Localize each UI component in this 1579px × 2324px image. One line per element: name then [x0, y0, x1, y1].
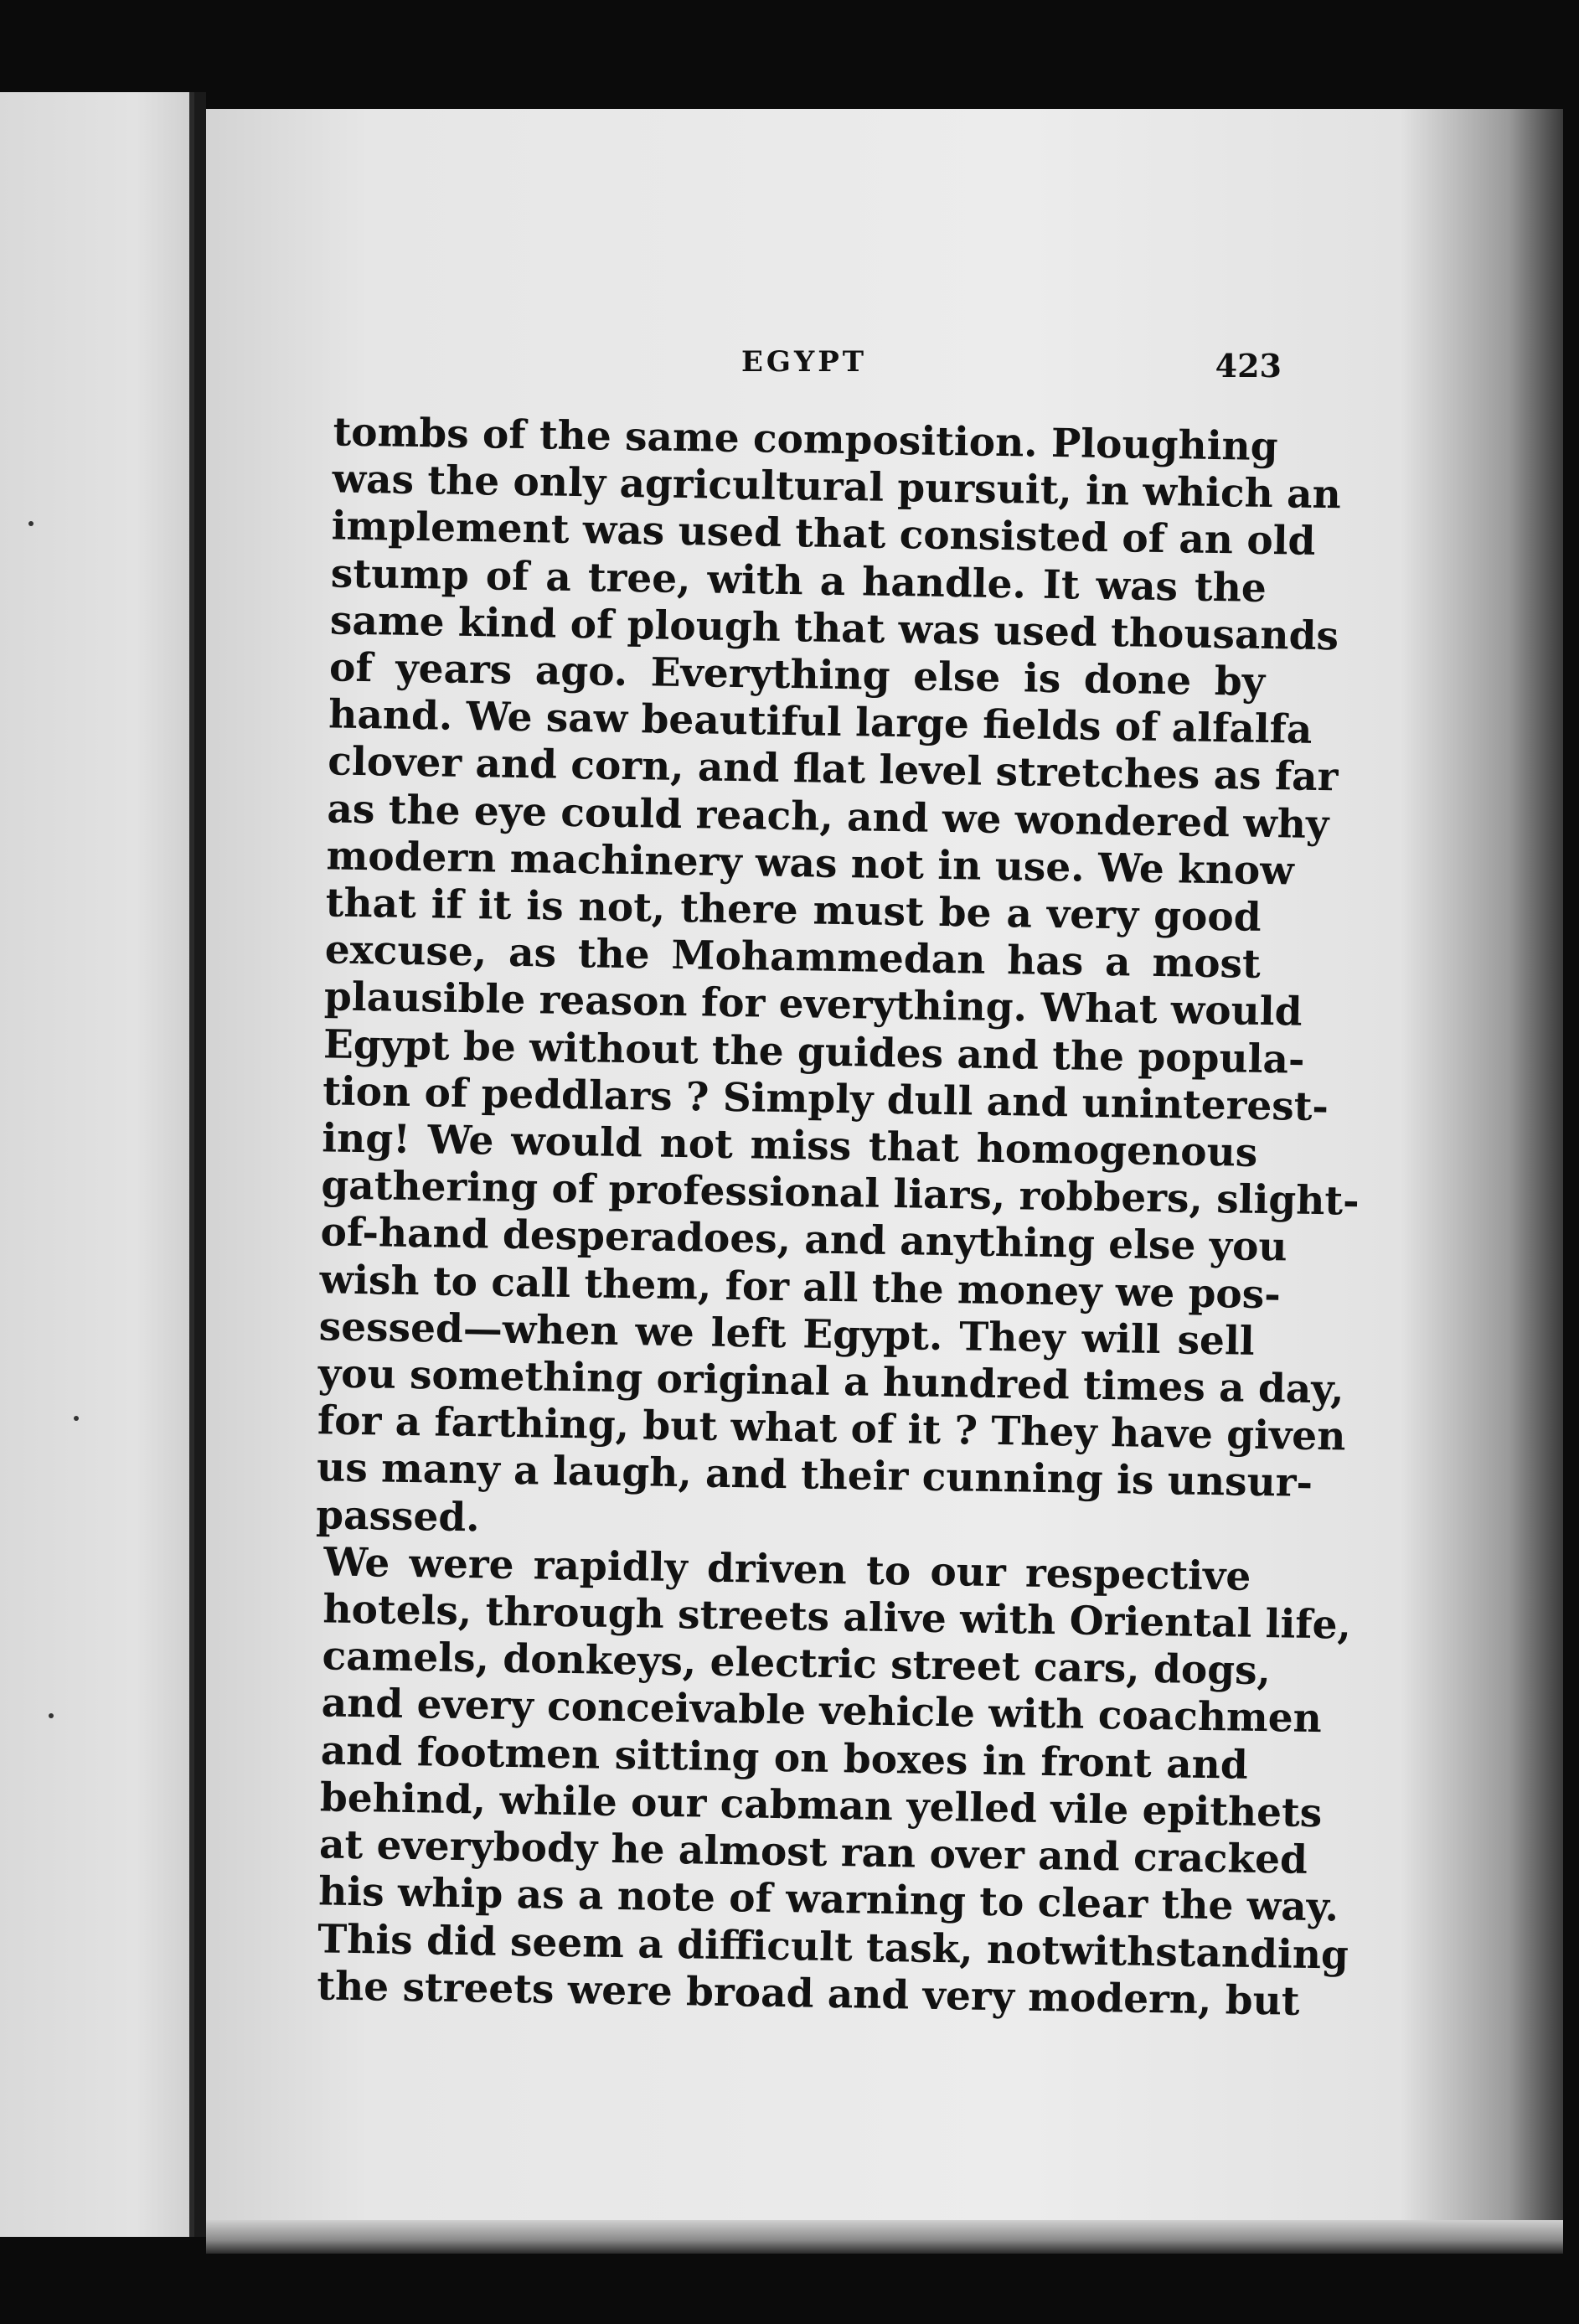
- text-line: of years ago. Everything else is done by: [328, 644, 1266, 705]
- text-line: and every conceivable vehicle with coachmen: [321, 1680, 1323, 1743]
- text-line: hotels, through streets alive with Oriental life,: [323, 1586, 1352, 1649]
- text-line: tombs of the same composition. Ploughing: [333, 409, 1278, 471]
- left-page-edge: [0, 92, 194, 2237]
- page-number: 423: [1215, 347, 1282, 385]
- text-line: gathering of professional liars, robbers, slight-: [321, 1162, 1360, 1226]
- text-line: that if it is not, there must be a very good: [325, 880, 1262, 941]
- text-line: was the only agricultural pursuit, in which an: [332, 456, 1342, 519]
- page-header: [318, 345, 1282, 395]
- running-head: EGYPT: [741, 345, 868, 379]
- text-line: passed.: [315, 1491, 481, 1542]
- text-line: modern machinery was not in use. We know: [326, 833, 1295, 895]
- body-text: [285, 409, 1360, 2025]
- text-line: and footmen sitting on boxes in front and: [320, 1728, 1249, 1789]
- left-page-speck: [74, 1416, 79, 1421]
- text-line: at everybody he almost ran over and cracked: [318, 1821, 1308, 1884]
- text-line: sessed—when we left Egypt. They will sell: [318, 1304, 1256, 1365]
- text-line: ing! We would not miss that homogenous: [321, 1115, 1258, 1176]
- text-line: plausible reason for everything. What would: [323, 973, 1303, 1036]
- left-page-speck: [49, 1713, 54, 1718]
- book-gutter: [194, 92, 206, 2237]
- text-line: behind, while our cabman yelled vile epithets: [319, 1774, 1323, 1837]
- text-line: implement was used that consisted of an old: [331, 503, 1316, 566]
- text-line: clover and corn, and flat level stretches as far: [327, 738, 1339, 801]
- text-line: Egypt be without the guides and the popula-: [323, 1020, 1305, 1083]
- left-page-speck: [28, 521, 34, 526]
- page-bottom-edge: [206, 2220, 1563, 2254]
- text-line: as the eye could reach, and we wondered why: [327, 786, 1329, 848]
- text-line: This did seem a difficult task, notwithstanding: [317, 1915, 1349, 1979]
- text-line: for a farthing, but what of it ? They have given: [317, 1397, 1346, 1460]
- text-line: you something original a hundred times a day,: [317, 1351, 1344, 1413]
- text-line: stump of a tree, with a handle. It was the: [330, 550, 1267, 612]
- text-line: excuse, as the Mohammedan has a most: [324, 927, 1262, 989]
- paragraph: [285, 1539, 1352, 2025]
- text-line: his whip as a note of warning to clear the way.: [317, 1868, 1339, 1931]
- text-line: camels, donkeys, electric street cars, dogs,: [322, 1633, 1272, 1695]
- text-line: tion of peddlars ? Simply dull and uninterest-: [322, 1068, 1329, 1131]
- text-line: wish to call them, for all the money we pos-: [319, 1256, 1282, 1318]
- text-line: same kind of plough that was used thousands: [329, 597, 1339, 660]
- paragraph: [292, 409, 1360, 1554]
- text-line: We were rapidly driven to our respective: [323, 1539, 1251, 1600]
- text-line: the streets were broad and very modern, but: [316, 1963, 1300, 2025]
- text-line: hand. We saw beautiful large fields of alfalfa: [328, 691, 1313, 754]
- text-line: of-hand desperadoes, and anything else you: [320, 1209, 1288, 1271]
- text-line: us many a laugh, and their cunning is unsur-: [316, 1444, 1313, 1507]
